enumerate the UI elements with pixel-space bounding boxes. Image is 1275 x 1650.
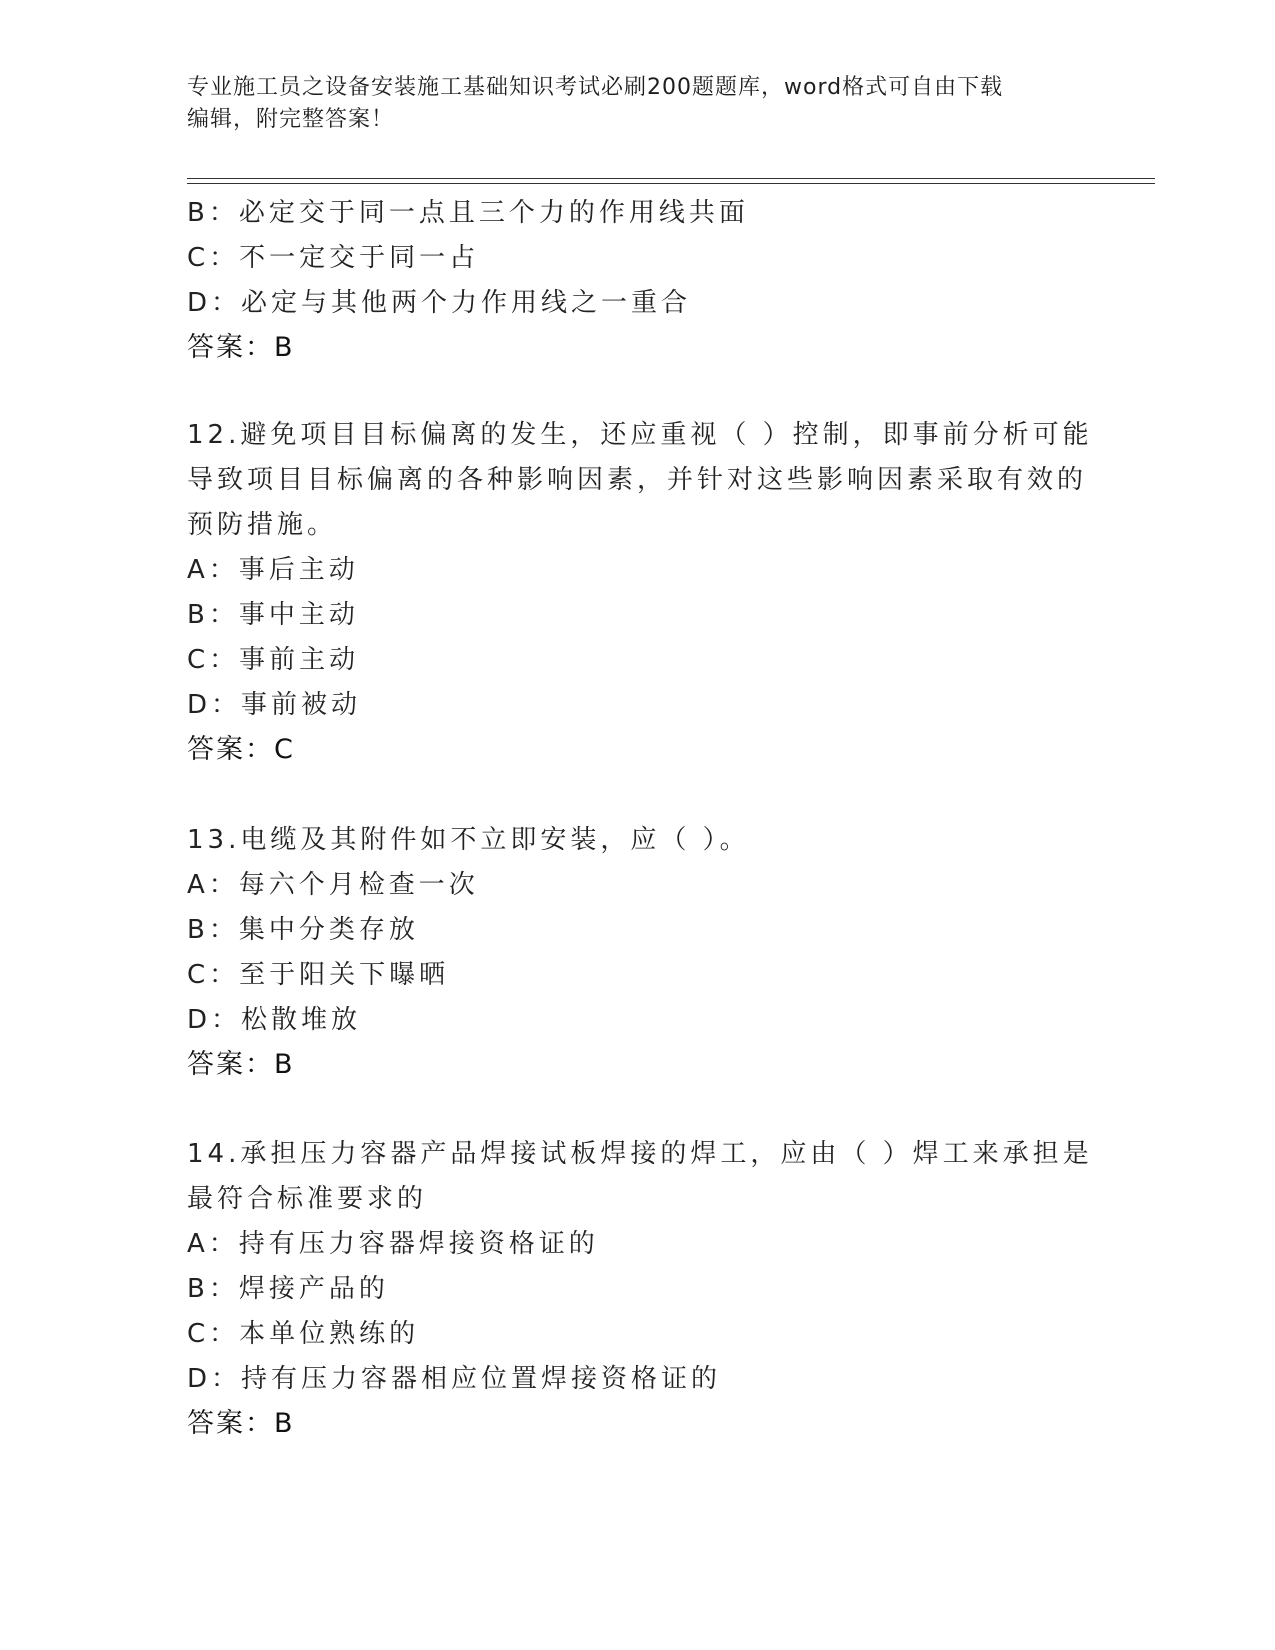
q14-stem-line-1: 14.承担压力容器产品焊接试板焊接的焊工，应由（ ）焊工来承担是 (187, 1139, 1093, 1169)
q12-option-a: A：事后主动 (187, 555, 359, 585)
q14-option-c: C：本单位熟练的 (187, 1319, 420, 1349)
header-line-2: 编辑，附完整答案！ (187, 107, 395, 132)
header-rule-top (187, 178, 1155, 179)
q11-answer (187, 331, 293, 365)
q11-option-d: D：必定与其他两个力作用线之一重合 (187, 288, 692, 318)
answer-value: B (274, 332, 293, 363)
answer-value: B (274, 1408, 293, 1439)
q13-answer (187, 1048, 293, 1082)
header-line-1: 专业施工员之设备安装施工基础知识考试必刷200题题库，word格式可自由下载 (187, 75, 1004, 100)
q12-option-c: C：事前主动 (187, 645, 360, 675)
answer-label: 答案： (187, 1049, 274, 1080)
q12-option-d: D：事前被动 (187, 690, 362, 720)
answer-value: C (274, 734, 293, 765)
q13-stem-line-1: 13.电缆及其附件如不立即安装，应（ ）。 (187, 825, 750, 855)
q11-option-c: C：不一定交于同一占 (187, 243, 480, 273)
q13-option-d: D：松散堆放 (187, 1005, 362, 1035)
q13-option-c: C：至于阳关下曝晒 (187, 960, 450, 990)
q13-option-b: B：集中分类存放 (187, 915, 419, 945)
answer-value: B (274, 1049, 293, 1080)
q12-stem-line-2: 导致项目目标偏离的各种影响因素，并针对这些影响因素采取有效的 (187, 465, 1088, 495)
header-rule-bottom (187, 183, 1155, 184)
q11-option-b: B：必定交于同一点且三个力的作用线共面 (187, 198, 749, 228)
q12-option-b: B：事中主动 (187, 600, 359, 630)
answer-label: 答案： (187, 1408, 274, 1439)
q14-option-b: B：焊接产品的 (187, 1274, 389, 1304)
q14-answer (187, 1407, 293, 1441)
q13-option-a: A：每六个月检查一次 (187, 870, 479, 900)
q14-option-d: D：持有压力容器相应位置焊接资格证的 (187, 1364, 722, 1394)
answer-label: 答案： (187, 332, 274, 363)
document-header (187, 72, 1067, 136)
q14-option-a: A：持有压力容器焊接资格证的 (187, 1229, 599, 1259)
answer-label: 答案： (187, 734, 274, 765)
q14-stem-line-2: 最符合标准要求的 (187, 1184, 428, 1214)
q12-answer (187, 733, 293, 767)
q12-stem-line-1: 12.避免项目目标偏离的发生，还应重视（ ）控制，即事前分析可能 (187, 420, 1093, 450)
q12-stem-line-3: 预防措施。 (187, 510, 338, 540)
